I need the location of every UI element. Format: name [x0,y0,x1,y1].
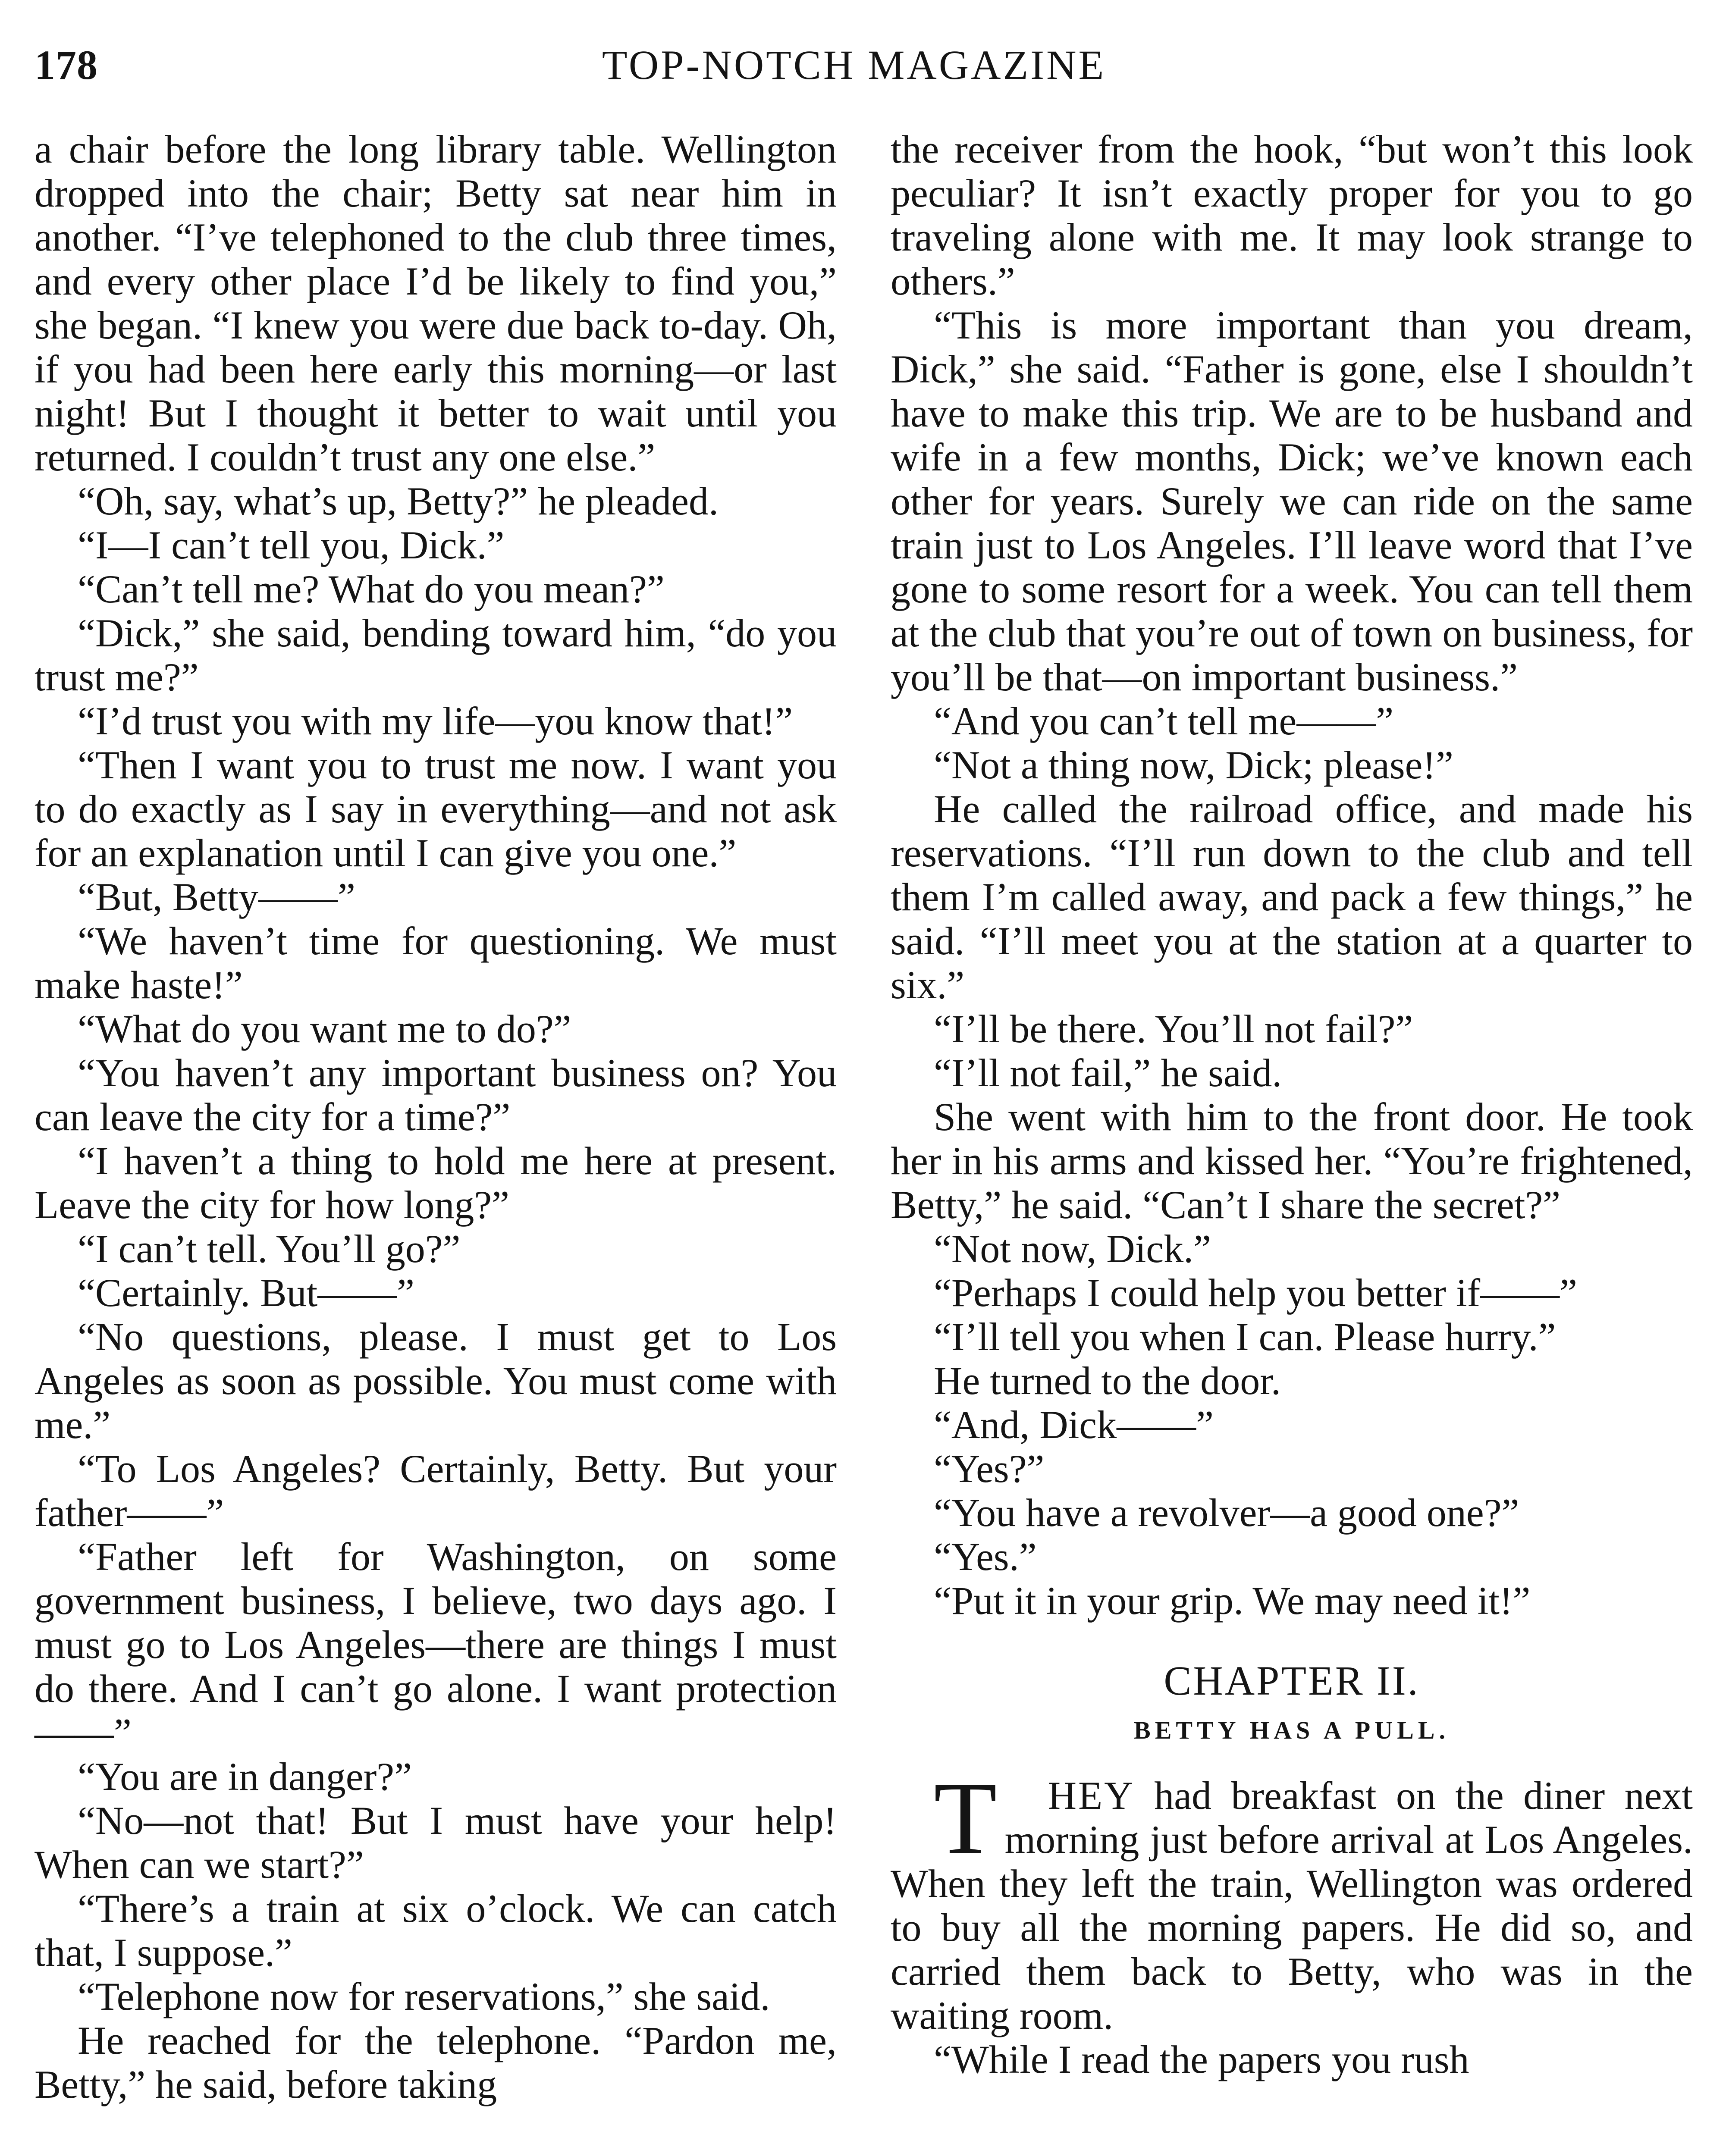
paragraph: “I can’t tell. You’ll go?” [78,1227,461,1271]
paragraph: “What do you want me to do?” [78,1007,571,1051]
paragraph: “To Los Angeles? Certainly, Betty. But your father——” [35,1447,837,1535]
paragraph: “We haven’t time for questioning. We must make haste!” [35,919,837,1007]
paragraph: “Can’t tell me? What do you mean?” [78,567,665,611]
paragraph: He reached for the telephone. “Pardon me, Betty,” he said, before taking [35,2018,837,2106]
paragraph: “Oh, say, what’s up, Betty?” he pleaded. [78,479,719,523]
paragraph: “I—I can’t tell you, Dick.” [78,523,505,567]
paragraph: “I’ll not fail,” he said. [934,1051,1282,1095]
running-head: TOP-NOTCH MAGAZINE [602,42,1106,88]
paragraph: He turned to the door. [934,1359,1281,1403]
right-column [891,127,1693,2081]
paragraph: “Dick,” she said, bending toward him, “do you trust me?” [35,611,837,699]
paragraph: “No questions, please. I must get to Los Angeles as soon as possible. You must come with me.” [35,1315,837,1447]
paragraph: “And, Dick——” [934,1403,1214,1447]
paragraph: “But, Betty——” [78,875,355,919]
paragraph: “Yes.” [934,1535,1037,1579]
paragraph: “Not a thing now, Dick; please!” [934,743,1453,787]
paragraph: “Certainly. But——” [78,1271,414,1315]
paragraph: “And you can’t tell me——” [934,699,1394,743]
paragraph: “This is more important than you dream, Dick,” she said. “Father is gone, else I shouldn’t have to make this trip. We are to be husband and wife in a few months, Dick; we’ve known each other for years. Surely we can ride on the same train just to Los Angeles. I’ll leave word that I’ve gone to some resort for a week. You can tell them at the club that you’re out of town on business, for you’ll be that—on important business.” [891,303,1693,699]
paragraph: “No—not that! But I must have your help! When can we start?” [35,1799,837,1887]
paragraph: “Yes?” [934,1447,1045,1491]
paragraph: He called the railroad office, and made his reservations. “I’ll run down to the club and tell them I’m called away, and pack a few things,” he said. “I’ll meet you at the station at a quarter to six.” [891,787,1693,1007]
paragraph: “You have a revolver—a good one?” [934,1491,1519,1535]
paragraph: “While I read the papers you rush [934,2037,1469,2081]
paragraph: “Not now, Dick.” [934,1227,1211,1271]
opening-text: had breakfast on the diner next morning just before arrival at Los Angeles. When they left the train, Wellington was ordered to buy all the morning papers. He did so, and carried them back to Betty, who was in the waiting room. [891,1774,1693,2037]
chapter-subheading: BETTY HAS A PULL. [1134,1716,1450,1744]
lead-caps: HEY [1048,1774,1135,1818]
paragraph: the receiver from the hook, “but won’t this look peculiar? It isn’t exactly proper for you to go traveling alone with me. It may look strange to others.” [891,127,1693,303]
paragraph: “Then I want you to trust me now. I want you to do exactly as I say in everything—and not ask for an explanation until I can give you one.” [35,743,837,875]
page-header [35,26,1691,112]
page-number: 178 [35,42,98,88]
paragraph: “Father left for Washington, on some government business, I believe, two days ago. I must go to Los Angeles—there are things I must do there. And I can’t go alone. I want protection——” [35,1535,837,1755]
paragraph: “Perhaps I could help you better if——” [934,1271,1577,1315]
paragraph: “I’ll be there. You’ll not fail?” [934,1007,1413,1051]
paragraph: “I haven’t a thing to hold me here at present. Leave the city for how long?” [35,1139,837,1227]
paragraph: “You haven’t any important business on? You can leave the city for a time?” [35,1051,837,1139]
paragraph: She went with him to the front door. He took her in his arms and kissed her. “You’re frightened, Betty,” he said. “Can’t I share the secret?” [891,1095,1693,1227]
paragraph: “I’ll tell you when I can. Please hurry.” [934,1315,1556,1359]
drop-cap: T [934,1761,997,1875]
paragraph: a chair before the long library table. Wellington dropped into the chair; Betty sat near him in another. “I’ve telephoned to the club three times, and every other place I’d be likely to find you,” she began. “I knew you were due back to-day. Oh, if you had been here early this morning—or last night! But I thought it better to wait until you returned. I couldn’t trust any one else.” [35,127,837,479]
paragraph: “Telephone now for reservations,” she said. [78,1974,770,2018]
paragraph: “Put it in your grip. We may need it!” [934,1579,1531,1623]
paragraph: “You are in danger?” [78,1755,412,1799]
chapter-opening-paragraph [891,1761,1693,2037]
paragraph: “I’d trust you with my life—you know that!” [78,699,793,743]
chapter-heading: CHAPTER II. [1164,1658,1420,1704]
paragraph: “There’s a train at six o’clock. We can catch that, I suppose.” [35,1887,837,1974]
left-column [35,127,837,2106]
